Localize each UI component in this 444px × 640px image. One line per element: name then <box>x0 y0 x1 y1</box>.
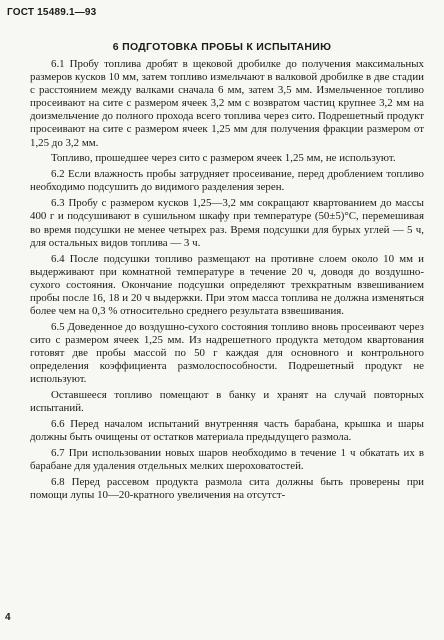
paragraph-6-1-note: Топливо, прошедшее через сито с размером ячеек 1,25 мм, не используют. <box>51 152 396 165</box>
paragraph-6-3: 6.3 Пробу с размером кусков 1,25—3,2 мм сокращают квартованием до массы 400 г и подсушивают в сушильном шкафу при температуре (50±5)°С, перемешивая во время подсушки не менее четырех раз. Время подсушки для бурых углей — 5 ч, для остальных видов топлива — 3 ч. <box>30 197 424 249</box>
paragraph-6-8: 6.8 Перед рассевом продукта размола сита должны быть проверены при помощи лупы 10—20-кратного увеличения на отсутст- <box>30 475 424 502</box>
paragraph-6-1: 6.1 Пробу топлива дробят в щековой дробилке до получения максимальных размеров кусков 10 мм, затем топливо измельчают в валковой дробилке в две стадии с расстоянием между валками сначала 6 мм, затем 3,5 мм. Измельченное топливо просеивают на сите с размером ячеек 3,2 мм с возвратом частиц крупнее 3,2 мм на доизмельчение до полного прохода всего топлива через сито. Подрешетный продукт просеивают на сите с размером ячеек 1,25 мм для получения фракции размером от 1,25 до 3,2 мм. <box>30 58 424 149</box>
paragraph-6-6: 6.6 Перед началом испытаний внутренняя часть барабана, крышка и шары должны быть очищены от остатков материала предыдущего размола. <box>30 418 424 444</box>
paragraph-6-7: 6.7 При использовании новых шаров необходимо в течение 1 ч обкатать их в барабане для удаления отдельных мелких шероховатостей. <box>30 447 424 473</box>
paragraph-6-5: 6.5 Доведенное до воздушно-сухого состояния топливо вновь просеивают через сито с размером ячеек 1,25 мм. Из надрешетного продукта методом квартования готовят две пробы массой по 50 г каждая для основного и контрольного определения коэффициента размолоспособности. Подрешетный продукт не используют. <box>30 320 424 386</box>
document-body <box>30 58 424 505</box>
paragraph-6-5-note: Оставшееся топливо помещают в банку и хранят на случай повторных испытаний. <box>30 389 424 415</box>
document-code: ГОСТ 15489.1—93 <box>7 7 97 18</box>
section-title: 6 ПОДГОТОВКА ПРОБЫ К ИСПЫТАНИЮ <box>112 41 332 53</box>
page-number: 4 <box>5 612 11 623</box>
paragraph-6-4: 6.4 После подсушки топливо размещают на противне слоем около 10 мм и выдерживают при комнатной температуре в течение 20 ч, доводя до воздушно-сухого состояния. Окончание подсушки определяют трехкратным взвешиванием пробы после 16, 18 и 20 ч выдержки. При этом масса топлива не должна изменяться более чем на 0,3 % относительно среднего результата взвешивания. <box>30 252 424 317</box>
paragraph-6-2: 6.2 Если влажность пробы затрудняет просеивание, перед дроблением топливо необходимо подсушить до видимого разделения зерен. <box>30 168 424 194</box>
